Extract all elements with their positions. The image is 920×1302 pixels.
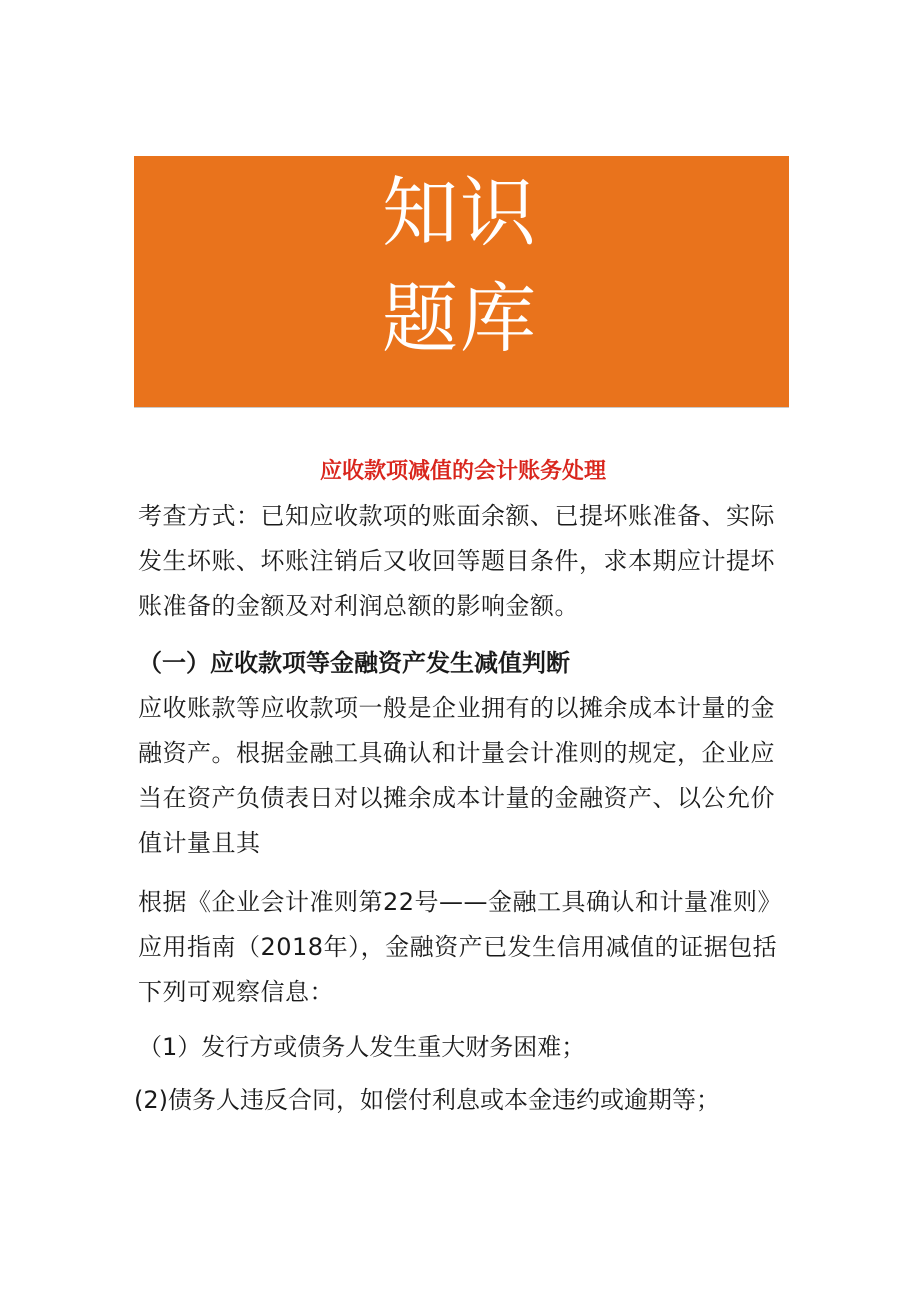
list-item-1: （1）发行方或债务人发生重大财务困难； <box>138 1033 586 1061</box>
section-paragraph-guideline: 根据《企业会计准则第22号——金融工具确认和计量准则》应用指南（2018年），金融资产已发生信用减值的证据包括下列可观察信息： <box>138 888 783 1006</box>
banner-title-line-2: 题库 <box>382 274 538 363</box>
article-body <box>134 452 788 1123</box>
article-title: 应收款项减值的会计账务处理 <box>319 459 606 484</box>
banner-title-line-1: 知识 <box>382 168 538 257</box>
section-heading-impairment-judgement: （一）应收款项等金融资产发生减值判断 <box>138 649 570 677</box>
paragraph-spacer <box>138 866 788 880</box>
list-item-2: (2)债务人违反合同，如偿付利息或本金违约或逾期等； <box>134 1086 720 1114</box>
section-paragraph-amortized-cost: 应收账款等应收款项一般是企业拥有的以摊余成本计量的金融资产。根据金融工具确认和计量会计准则的规定，企业应当在资产负债表日对以摊余成本计量的金融资产、以公允价值计量且其 <box>138 694 775 857</box>
exam-method-paragraph: 考查方式：已知应收款项的账面余额、已提坏账准备、实际发生坏账、坏账注销后又收回等题目条件，求本期应计提坏账准备的金额及对利润总额的影响金额。 <box>138 502 775 620</box>
